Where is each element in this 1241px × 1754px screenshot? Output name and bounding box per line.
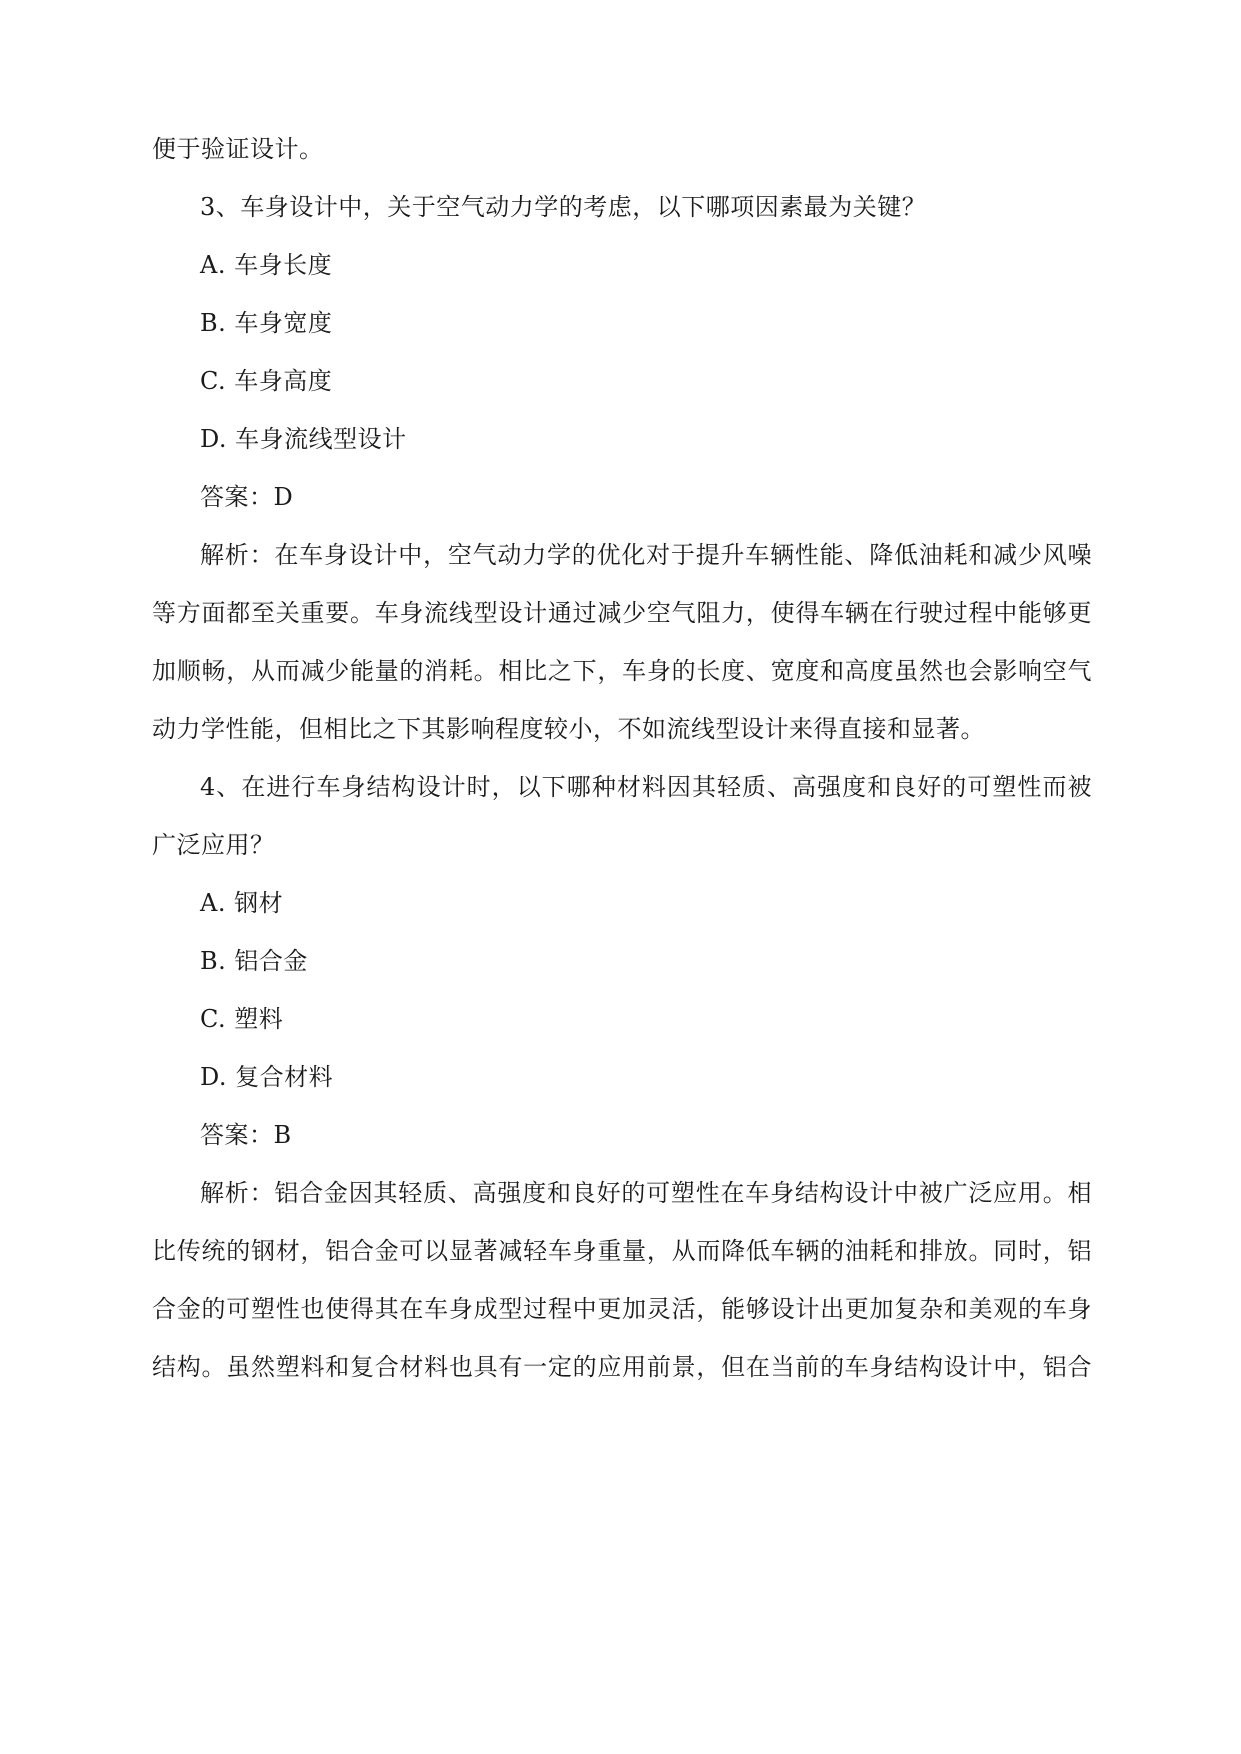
question-4-stem-line-1: 4、在进行车身结构设计时，以下哪种材料因其轻质、高强度和良好的可塑性而被 bbox=[200, 773, 1092, 801]
question-4-answer: 答案：B bbox=[200, 1121, 292, 1149]
question-4-explanation-line-1: 解析：铝合金因其轻质、高强度和良好的可塑性在车身结构设计中被广泛应用。相 bbox=[200, 1179, 1092, 1207]
question-3-explanation-line-2: 等方面都至关重要。车身流线型设计通过减少空气阻力，使得车辆在行驶过程中能够更 bbox=[152, 599, 1092, 627]
question-4-option-a: A. 钢材 bbox=[200, 889, 284, 917]
question-3-answer: 答案：D bbox=[200, 483, 294, 511]
question-4-option-b: B. 铝合金 bbox=[200, 947, 308, 975]
question-3-explanation-line-1: 解析：在车身设计中，空气动力学的优化对于提升车辆性能、降低油耗和减少风噪 bbox=[200, 541, 1092, 569]
question-3-stem: 3、车身设计中，关于空气动力学的考虑，以下哪项因素最为关键？ bbox=[200, 193, 927, 221]
paragraph-continuation: 便于验证设计。 bbox=[152, 135, 324, 163]
question-4-explanation-line-4: 结构。虽然塑料和复合材料也具有一定的应用前景，但在当前的车身结构设计中，铝合 bbox=[152, 1353, 1092, 1381]
question-4-stem-line-2: 广泛应用？ bbox=[152, 831, 275, 859]
question-3-explanation-line-4: 动力学性能，但相比之下其影响程度较小，不如流线型设计来得直接和显著。 bbox=[152, 715, 985, 743]
question-3-option-a: A. 车身长度 bbox=[200, 251, 333, 279]
question-4-option-c: C. 塑料 bbox=[200, 1005, 284, 1033]
question-4-explanation-line-3: 合金的可塑性也使得其在车身成型过程中更加灵活，能够设计出更加复杂和美观的车身 bbox=[152, 1295, 1092, 1323]
question-3-option-b: B. 车身宽度 bbox=[200, 309, 333, 337]
question-3-option-d: D. 车身流线型设计 bbox=[200, 425, 407, 453]
question-3-explanation-line-3: 加顺畅，从而减少能量的消耗。相比之下，车身的长度、宽度和高度虽然也会影响空气 bbox=[152, 657, 1092, 685]
question-4-explanation-line-2: 比传统的钢材，铝合金可以显著减轻车身重量，从而降低车辆的油耗和排放。同时，铝 bbox=[152, 1237, 1092, 1265]
question-4-option-d: D. 复合材料 bbox=[200, 1063, 334, 1091]
question-3-option-c: C. 车身高度 bbox=[200, 367, 333, 395]
